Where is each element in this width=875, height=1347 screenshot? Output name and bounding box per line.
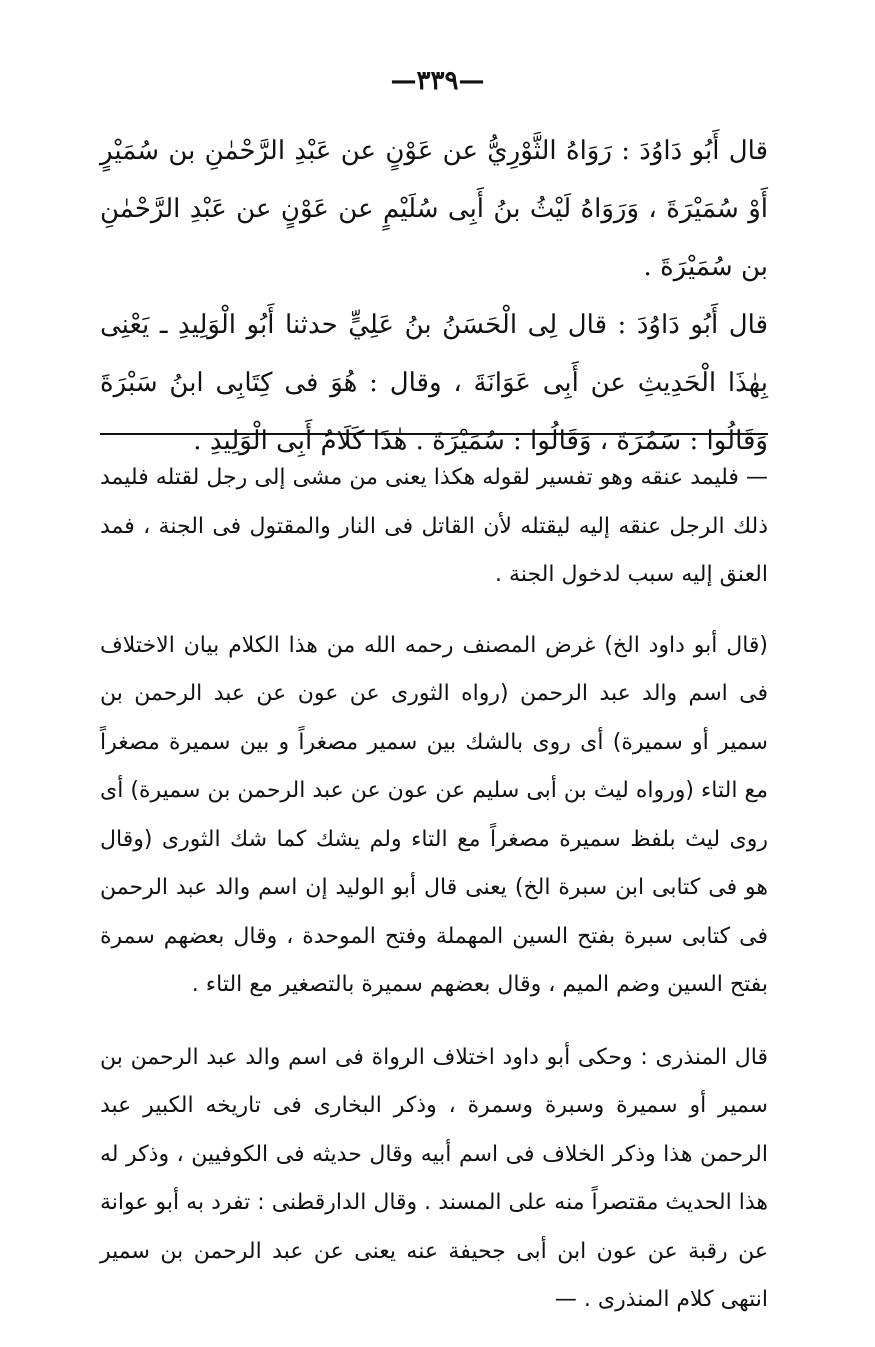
commentary-paragraph: — فليمد عنقه وهو تفسير لقوله هكذا يعنى من مشى إلى رجل لقتله فليمد ذلك الرجل عنقه إليه ليقتله لأن القاتل فى النار والمقتول فى الجنة ، فمد العنق إليه سبب لدخول الجنة .: [100, 465, 768, 587]
commentary-paragraph: قال المنذرى : وحكى أبو داود اختلاف الرواة فى اسم والد عبد الرحمن بن سمير أو سميرة وسبرة وسمرة ، وذكر البخارى فى تاريخه الكبير عبد الرحمن هذا وذكر الخلاف فى اسم أبيه وقال حديثه فى الكوفيين ، وذكر له هذا الحديث مقتصراً منه على المسند . وقال الدارقطنى : تفرد به أبو عوانة عن رقبة عن عون ابن أبى جحيفة عنه يعنى عن عبد الرحمن بن سمير انتهى كلام المنذرى . —: [100, 1044, 768, 1312]
commentary-text: [100, 454, 768, 1325]
hadith-text: [100, 122, 768, 470]
hadith-paragraph: قال أَبُو دَاوُدَ : رَوَاهُ الثَّوْرِيُّ عن عَوْنٍ عن عَبْدِ الرَّحْمٰنِ بن سُمَيْرٍ أَوْ سُمَيْرَةَ ، وَرَوَاهُ لَيْثُ بنُ أَبِى سُلَيْمٍ عن عَوْنٍ عن عَبْدِ الرَّحْمٰنِ بن سُمَيْرَةَ .: [100, 136, 768, 282]
section-divider: [100, 433, 768, 435]
page-number: —٣٣٩—: [390, 66, 485, 96]
commentary-paragraph: (قال أبو داود الخ) غرض المصنف رحمه الله من هذا الكلام بيان الاختلاف فى اسم والد عبد الرحمن (رواه الثورى عن عون عن عبد الرحمن بن سمير أو سميرة) أى روى بالشك بين سمير مصغراً و بين سميرة مصغراً مع التاء (ورواه ليث بن أبى سليم عن عون عن عبد الرحمن بن سميرة) أى روى ليث بلفظ سميرة مصغراً مع التاء ولم يشك كما شك الثورى (وقال هو فى كتابى ابن سبرة الخ) يعنى قال أبو الوليد إن اسم والد عبد الرحمن فى كتابى سبرة بفتح السين المهملة وفتح الموحدة ، وقال بعضهم سمرة بفتح السين وضم الميم ، وقال بعضهم سميرة بالتصغير مع التاء .: [100, 632, 768, 997]
hadith-paragraph: قال أَبُو دَاوُدَ : قال لِى الْحَسَنُ بنُ عَلِيٍّ حدثنا أَبُو الْوَلِيدِ ـ يَعْنِى بِهٰذَا الْحَدِيثِ عن أَبِى عَوَانَةَ ، وقال : هُوَ فى كِتَابِى ابنُ سَبْرَةَ وَقَالُوا : سَمُرَةَ ، وَقَالُوا : سُمَيْرَةَ . هٰذَا كَلَامُ أَبِى الْوَلِيدِ .: [100, 310, 768, 456]
